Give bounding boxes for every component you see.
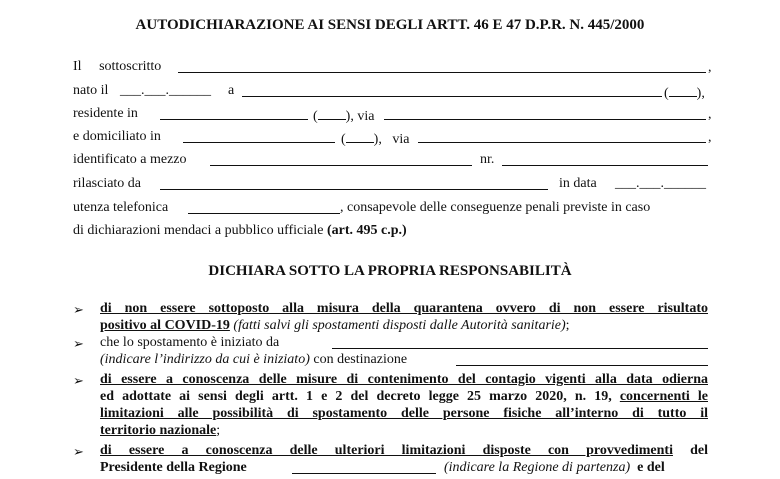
label-utenza: utenza telefonica: [73, 200, 169, 215]
item3-line4: territorio nazionale;: [100, 423, 221, 438]
item2-line1: che lo spostamento è iniziato da: [100, 335, 280, 350]
text-consapevole: , consapevole delle conseguenze penali previste in caso: [340, 200, 651, 215]
prov-birth: ( ),: [664, 83, 705, 102]
text-dichiarazioni: di dichiarazioni mendaci a pubblico ufficiale: [73, 223, 324, 238]
field-birth-prov[interactable]: [669, 83, 697, 97]
label-identificato: identificato a mezzo: [73, 152, 187, 167]
label-nato-il: nato il: [73, 83, 109, 98]
label-il: Il: [73, 59, 82, 74]
section-heading: DICHIARA SOTTO LA PROPRIA RESPONSABILITÀ: [208, 263, 572, 279]
label-sottoscritto: sottoscritto: [99, 59, 162, 74]
field-domicile-prov[interactable]: [346, 129, 374, 143]
field-phone[interactable]: [188, 200, 340, 214]
field-residence-street[interactable]: [384, 106, 706, 120]
field-id-document[interactable]: [210, 152, 472, 166]
item1-line1: di non essere sottoposto alla misura della quarantena ovvero di non essere risultato: [100, 301, 708, 316]
item3-line3: limitazioni alle possibilità di spostamento delle persone fisiche all’interno di tutto il: [100, 406, 708, 421]
arrow-icon: ➢: [73, 336, 84, 351]
comma: ,: [708, 130, 712, 145]
prov-domicile: ( ), via: [341, 129, 409, 148]
field-name[interactable]: [178, 59, 706, 73]
label-nr: nr.: [480, 152, 495, 167]
label-a: a: [228, 83, 235, 98]
field-birth-date[interactable]: ___.___.______: [120, 83, 211, 98]
field-start-address[interactable]: [332, 335, 708, 349]
field-id-number[interactable]: [502, 152, 708, 166]
document-title: AUTODICHIARAZIONE AI SENSI DEGLI ARTT. 46 E 47 D.P.R. N. 445/2000: [135, 17, 645, 33]
field-residence-city[interactable]: [160, 106, 308, 120]
item1-line2: positivo al COVID-19 (fatti salvi gli spostamenti disposti dalle Autorità sanitarie);: [100, 318, 570, 333]
field-birth-place[interactable]: [242, 83, 662, 97]
field-domicile-street[interactable]: [418, 129, 706, 143]
comma: ,: [708, 107, 712, 122]
field-residence-prov[interactable]: [318, 106, 346, 120]
label-via: via: [357, 109, 375, 124]
item3-line2: ed adottate ai sensi degli artt. 1 e 2 del decreto legge 25 marzo 2020, n. 19, concernenti le: [100, 389, 708, 404]
text-art495: (art. 495 c.p.): [326, 223, 407, 238]
field-region[interactable]: [292, 460, 436, 474]
label-residente-in: residente in: [73, 106, 138, 121]
comma: ,: [708, 60, 712, 75]
row-sottoscritto: [73, 59, 161, 75]
item2-line2: (indicare l’indirizzo da cui è iniziato) con destinazione: [100, 352, 408, 367]
field-destination[interactable]: [456, 352, 708, 366]
item4-line1: di essere a conoscenza delle ulteriori limitazioni disposte con provvedimenti del: [100, 443, 709, 458]
field-issue-date[interactable]: ___.___.______: [615, 176, 706, 191]
arrow-icon: ➢: [73, 302, 84, 317]
label-in-data: in data: [559, 176, 597, 191]
row-dichiarazioni: [73, 223, 407, 239]
item4-line2-tail: (indicare la Regione di partenza) e del: [444, 460, 665, 475]
label-via: via: [392, 132, 410, 147]
label-rilasciato-da: rilasciato da: [73, 176, 142, 191]
arrow-icon: ➢: [73, 373, 84, 388]
field-issuer[interactable]: [160, 176, 548, 190]
label-domiciliato-in: e domiciliato in: [73, 129, 161, 144]
item4-line2: Presidente della Regione: [100, 460, 247, 475]
arrow-icon: ➢: [73, 444, 84, 459]
item3-line1: di essere a conoscenza delle misure di contenimento del contagio vigenti alla data odierna: [100, 372, 708, 387]
field-domicile-city[interactable]: [183, 129, 335, 143]
prov-residence: ( ), via: [313, 106, 374, 125]
